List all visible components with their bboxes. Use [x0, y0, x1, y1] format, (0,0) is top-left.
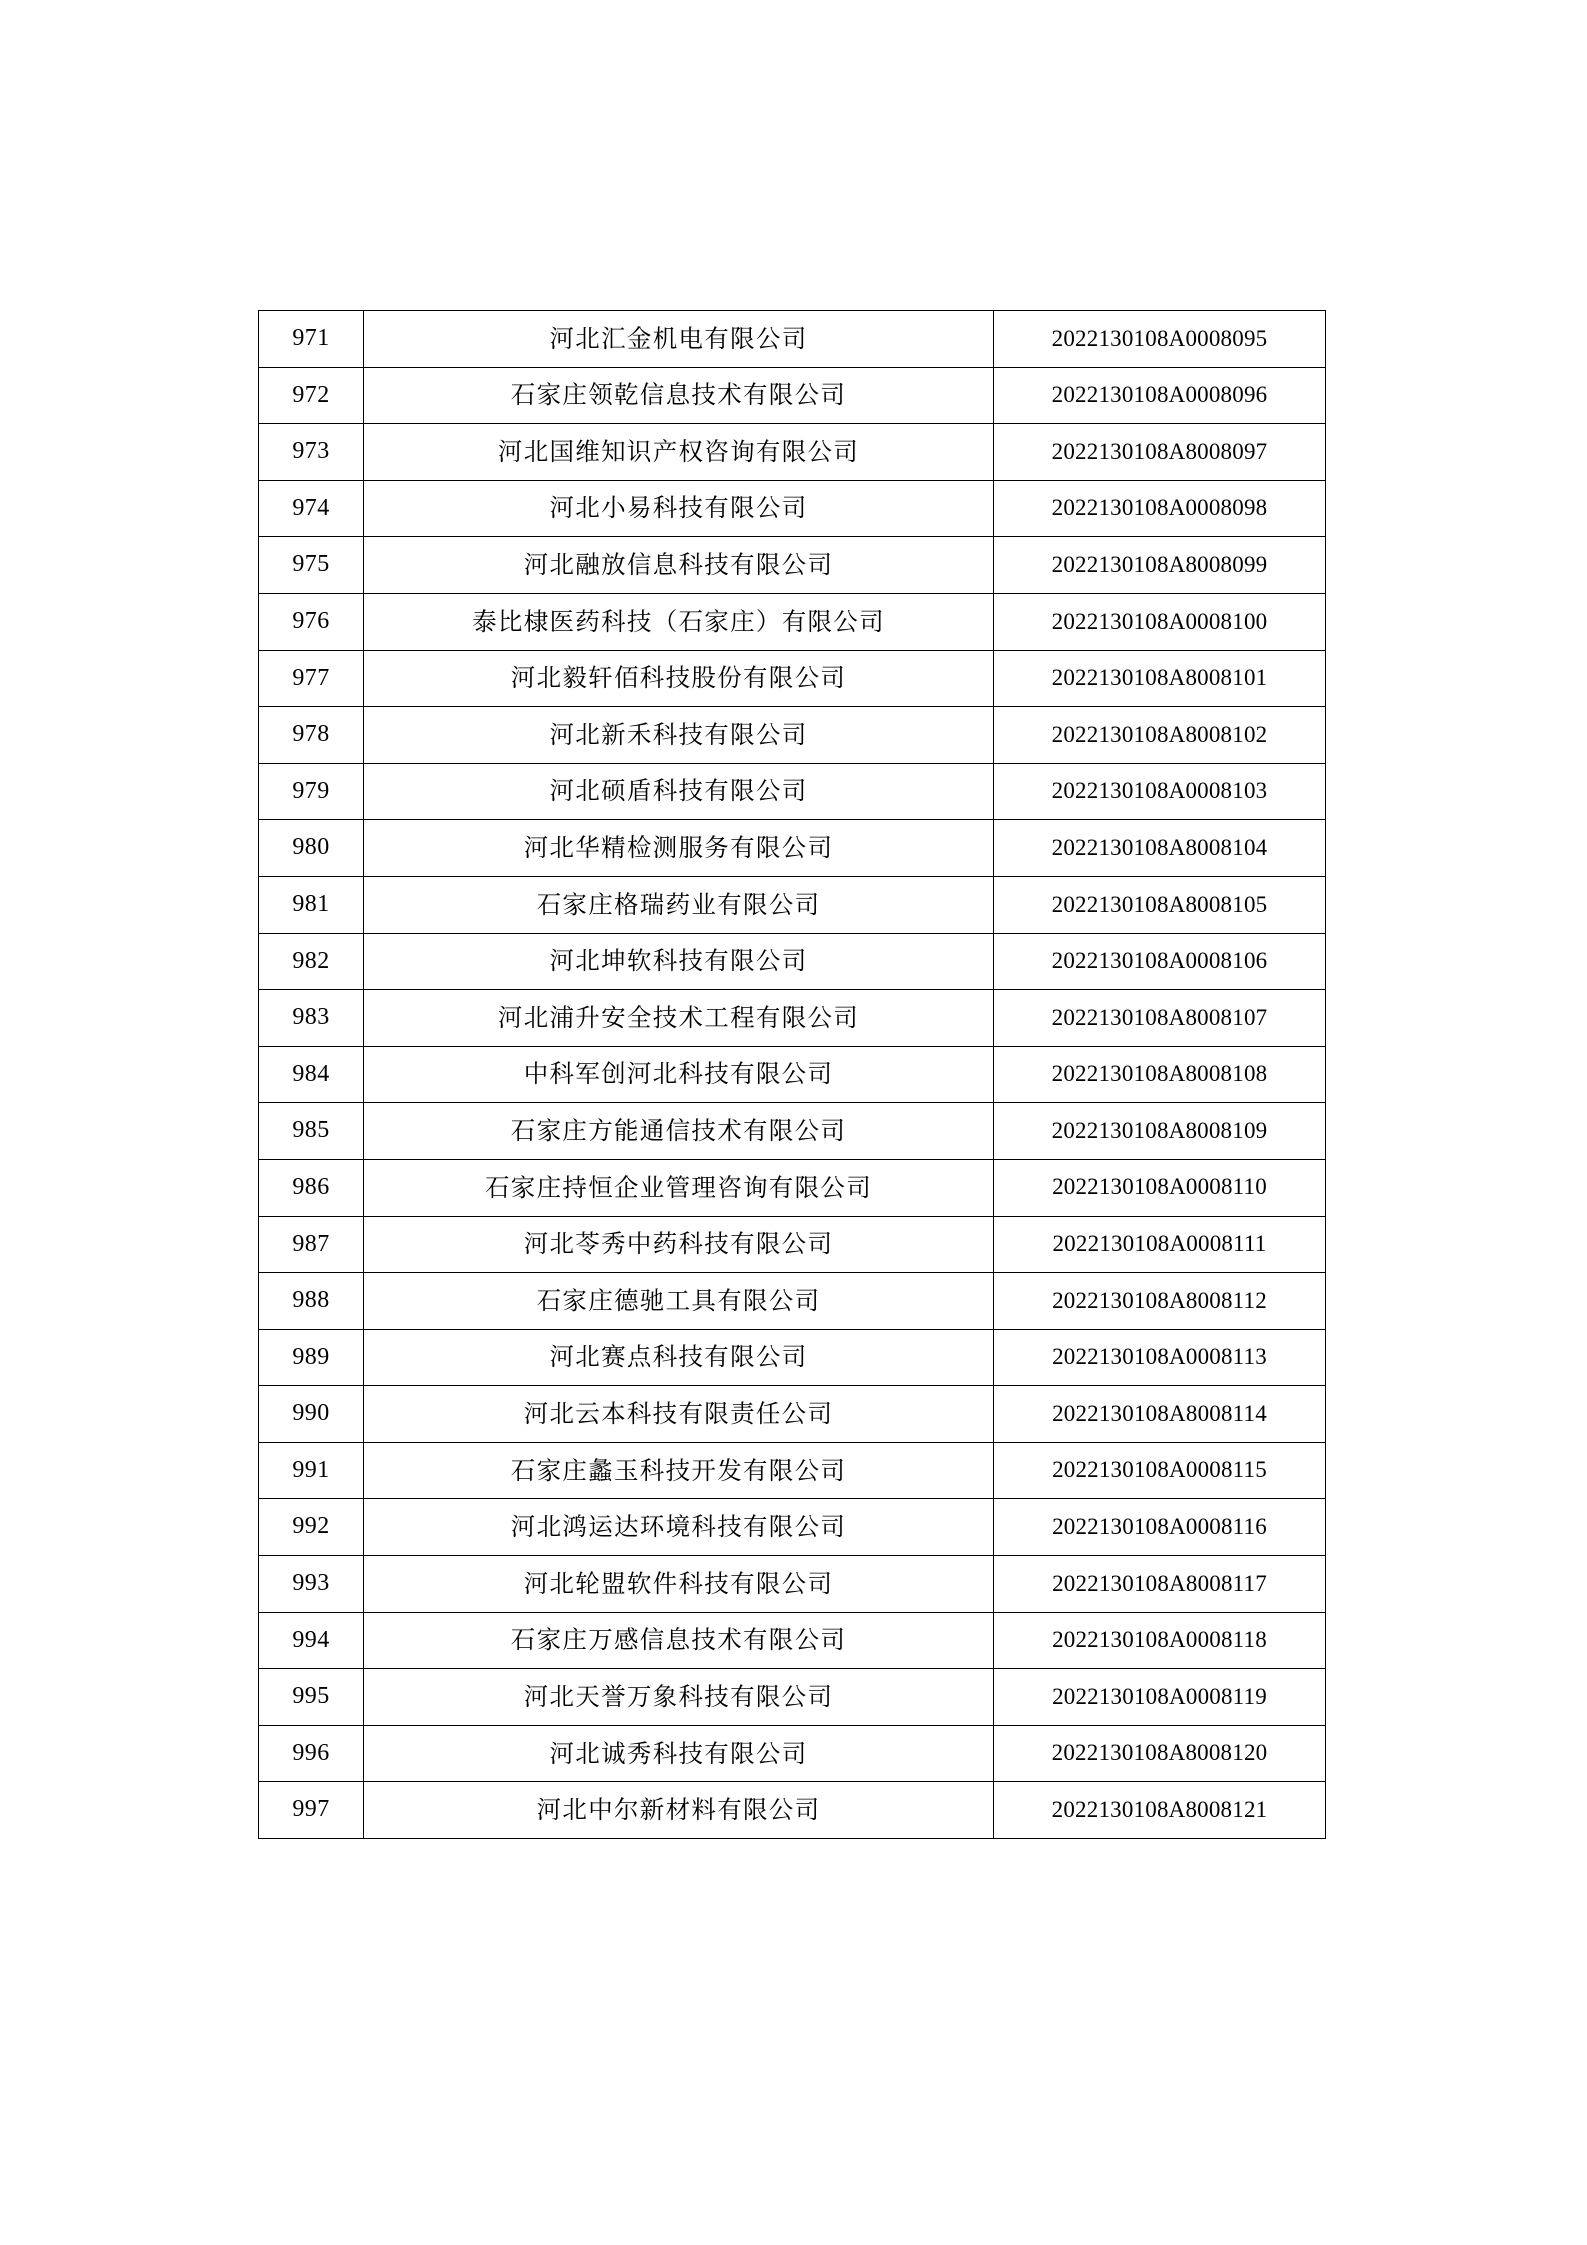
- row-index-cell: 984: [259, 1046, 364, 1103]
- table-row: [259, 1103, 1326, 1160]
- table-row: [259, 537, 1326, 594]
- row-index-cell: 994: [259, 1612, 364, 1669]
- company-name-cell: 河北诚秀科技有限公司: [364, 1725, 994, 1782]
- row-index-cell: 993: [259, 1556, 364, 1613]
- table-row: [259, 650, 1326, 707]
- table-row: [259, 311, 1326, 368]
- row-index-cell: 972: [259, 367, 364, 424]
- company-name-cell: 河北融放信息科技有限公司: [364, 537, 994, 594]
- company-name-cell: 河北国维知识产权咨询有限公司: [364, 424, 994, 481]
- company-name-cell: 石家庄德驰工具有限公司: [364, 1273, 994, 1330]
- registration-code-cell: 2022130108A0008115: [994, 1442, 1326, 1499]
- company-name-cell: 石家庄格瑞药业有限公司: [364, 876, 994, 933]
- registration-code-cell: 2022130108A8008102: [994, 707, 1326, 764]
- table-body: [259, 311, 1326, 1839]
- company-name-cell: 河北硕盾科技有限公司: [364, 763, 994, 820]
- registration-code-cell: 2022130108A8008117: [994, 1556, 1326, 1613]
- company-name-cell: 河北汇金机电有限公司: [364, 311, 994, 368]
- table-row: [259, 1556, 1326, 1613]
- row-index-cell: 996: [259, 1725, 364, 1782]
- row-index-cell: 992: [259, 1499, 364, 1556]
- company-name-cell: 河北浦升安全技术工程有限公司: [364, 990, 994, 1047]
- registration-code-cell: 2022130108A8008120: [994, 1725, 1326, 1782]
- row-index-cell: 973: [259, 424, 364, 481]
- table-row: [259, 1782, 1326, 1839]
- row-index-cell: 978: [259, 707, 364, 764]
- company-name-cell: 石家庄蠡玉科技开发有限公司: [364, 1442, 994, 1499]
- table-row: [259, 593, 1326, 650]
- table-row: [259, 1442, 1326, 1499]
- table-row: [259, 876, 1326, 933]
- registration-code-cell: 2022130108A0008103: [994, 763, 1326, 820]
- company-name-cell: 石家庄持恒企业管理咨询有限公司: [364, 1159, 994, 1216]
- company-name-cell: 河北中尔新材料有限公司: [364, 1782, 994, 1839]
- table-row: [259, 1612, 1326, 1669]
- registration-code-cell: 2022130108A8008101: [994, 650, 1326, 707]
- registration-code-cell: 2022130108A8008104: [994, 820, 1326, 877]
- table-row: [259, 933, 1326, 990]
- table-row: [259, 480, 1326, 537]
- table-row: [259, 1329, 1326, 1386]
- registration-code-cell: 2022130108A8008121: [994, 1782, 1326, 1839]
- company-name-cell: 中科军创河北科技有限公司: [364, 1046, 994, 1103]
- table-row: [259, 707, 1326, 764]
- company-name-cell: 河北鸿运达环境科技有限公司: [364, 1499, 994, 1556]
- registration-code-cell: 2022130108A0008116: [994, 1499, 1326, 1556]
- company-name-cell: 河北华精检测服务有限公司: [364, 820, 994, 877]
- row-index-cell: 997: [259, 1782, 364, 1839]
- company-name-cell: 河北苓秀中药科技有限公司: [364, 1216, 994, 1273]
- company-name-cell: 泰比棣医药科技（石家庄）有限公司: [364, 593, 994, 650]
- company-name-cell: 河北天誉万象科技有限公司: [364, 1669, 994, 1726]
- registration-code-cell: 2022130108A0008098: [994, 480, 1326, 537]
- company-name-cell: 河北赛点科技有限公司: [364, 1329, 994, 1386]
- registration-code-cell: 2022130108A0008106: [994, 933, 1326, 990]
- table-row: [259, 367, 1326, 424]
- registration-code-cell: 2022130108A8008107: [994, 990, 1326, 1047]
- company-name-cell: 河北坤软科技有限公司: [364, 933, 994, 990]
- table-row: [259, 820, 1326, 877]
- row-index-cell: 987: [259, 1216, 364, 1273]
- company-name-cell: 河北轮盟软件科技有限公司: [364, 1556, 994, 1613]
- registration-code-cell: 2022130108A8008114: [994, 1386, 1326, 1443]
- table-row: [259, 1669, 1326, 1726]
- row-index-cell: 986: [259, 1159, 364, 1216]
- table-row: [259, 1216, 1326, 1273]
- table-row: [259, 1046, 1326, 1103]
- table-row: [259, 1159, 1326, 1216]
- company-name-cell: 石家庄领乾信息技术有限公司: [364, 367, 994, 424]
- table-row: [259, 763, 1326, 820]
- company-name-cell: 石家庄方能通信技术有限公司: [364, 1103, 994, 1160]
- registration-code-cell: 2022130108A0008100: [994, 593, 1326, 650]
- registration-code-cell: 2022130108A0008119: [994, 1669, 1326, 1726]
- enterprise-registry-table: [258, 310, 1326, 1839]
- company-name-cell: 河北毅轩佰科技股份有限公司: [364, 650, 994, 707]
- registration-code-cell: 2022130108A8008108: [994, 1046, 1326, 1103]
- table-row: [259, 1386, 1326, 1443]
- row-index-cell: 980: [259, 820, 364, 877]
- registration-code-cell: 2022130108A8008099: [994, 537, 1326, 594]
- row-index-cell: 991: [259, 1442, 364, 1499]
- row-index-cell: 981: [259, 876, 364, 933]
- row-index-cell: 983: [259, 990, 364, 1047]
- row-index-cell: 982: [259, 933, 364, 990]
- company-name-cell: 河北小易科技有限公司: [364, 480, 994, 537]
- table-row: [259, 990, 1326, 1047]
- registration-code-cell: 2022130108A8008105: [994, 876, 1326, 933]
- registration-code-cell: 2022130108A8008097: [994, 424, 1326, 481]
- row-index-cell: 990: [259, 1386, 364, 1443]
- row-index-cell: 971: [259, 311, 364, 368]
- registration-code-cell: 2022130108A0008111: [994, 1216, 1326, 1273]
- company-name-cell: 河北云本科技有限责任公司: [364, 1386, 994, 1443]
- registration-code-cell: 2022130108A8008109: [994, 1103, 1326, 1160]
- table-row: [259, 1725, 1326, 1782]
- registration-code-cell: 2022130108A8008112: [994, 1273, 1326, 1330]
- row-index-cell: 995: [259, 1669, 364, 1726]
- row-index-cell: 975: [259, 537, 364, 594]
- row-index-cell: 974: [259, 480, 364, 537]
- table-row: [259, 1273, 1326, 1330]
- row-index-cell: 976: [259, 593, 364, 650]
- table-row: [259, 424, 1326, 481]
- company-name-cell: 河北新禾科技有限公司: [364, 707, 994, 764]
- registration-code-cell: 2022130108A0008095: [994, 311, 1326, 368]
- registration-code-cell: 2022130108A0008118: [994, 1612, 1326, 1669]
- registration-code-cell: 2022130108A0008110: [994, 1159, 1326, 1216]
- row-index-cell: 985: [259, 1103, 364, 1160]
- row-index-cell: 977: [259, 650, 364, 707]
- registration-code-cell: 2022130108A0008096: [994, 367, 1326, 424]
- table-row: [259, 1499, 1326, 1556]
- registration-code-cell: 2022130108A0008113: [994, 1329, 1326, 1386]
- company-name-cell: 石家庄万感信息技术有限公司: [364, 1612, 994, 1669]
- row-index-cell: 979: [259, 763, 364, 820]
- row-index-cell: 989: [259, 1329, 364, 1386]
- row-index-cell: 988: [259, 1273, 364, 1330]
